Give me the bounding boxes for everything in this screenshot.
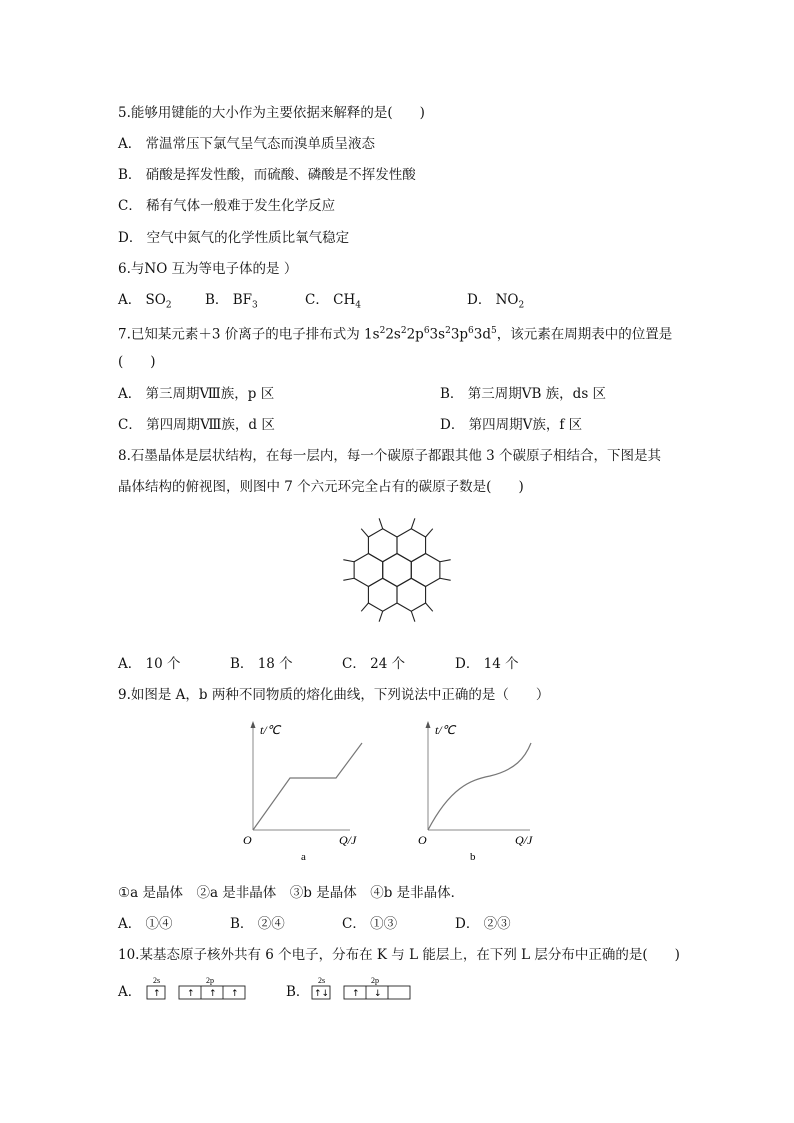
a-2s-label: 2s [153, 976, 161, 985]
q7-paren: ( ) [118, 354, 156, 370]
b-2p2-down-arrow: ↓ [374, 989, 382, 999]
graph-b-xlabel: Q/J [515, 833, 533, 847]
q6-option-c: C． $CH_4$ [305, 292, 361, 311]
dangling-bond-9 [426, 603, 433, 611]
q7-option-c: C． 第四周期Ⅷ族，d 区 [118, 417, 275, 433]
a-2p1-up-arrow: ↑ [187, 989, 195, 999]
q9-option-d: D． ②③ [455, 916, 511, 932]
q5-option-c: C． 稀有气体一般难于发生化学反应 [118, 198, 336, 214]
graph-b-y-arrow [426, 721, 431, 728]
hexagon-lattice [343, 518, 450, 621]
q10-option-b-orbital-diagram [308, 975, 418, 1003]
q8-stem-line2: 晶体结构的俯视图，则图中 7 个六元环完全占有的碳原子数是( ) [118, 479, 524, 495]
dangling-bond-1 [440, 560, 451, 562]
dangling-bond-5 [411, 518, 415, 528]
hexagon-ring-2 [411, 554, 440, 587]
q9-option-a: A． ①④ [118, 916, 173, 932]
hexagon-ring-5 [368, 529, 397, 562]
q7-stem: 7.已知某元素＋3 价离子的电子排布式为 $1s^22s^22p^63s^23p^63d^5$，该元素在周期表中的位置是 [118, 326, 673, 343]
graph-a-curve [253, 743, 362, 830]
dangling-bond-2 [440, 578, 451, 580]
q8-option-c: C． 24 个 [342, 656, 406, 672]
dangling-bond-11 [379, 611, 383, 621]
dangling-bond-3 [343, 578, 354, 580]
b-2p1-up-arrow: ↑ [352, 989, 360, 999]
q7-option-b: B． 第三周期ⅤB 族，ds 区 [440, 386, 607, 402]
graph-b-ylabel: t/℃ [435, 723, 456, 737]
dangling-bond-12 [361, 603, 368, 611]
hexagon-ring-6 [397, 578, 426, 611]
b-2s-updown-arrows: ↑↓ [314, 989, 330, 999]
q5-option-a: A． 常温常压下氯气呈气态而溴单质呈液态 [118, 136, 376, 152]
dangling-bond-4 [343, 560, 354, 562]
q7-option-d: D． 第四周期Ⅴ族，f 区 [440, 417, 583, 433]
graph-b-curve [428, 743, 531, 830]
q8-stem-line1: 8.石墨晶体是层状结构，在每一层内，每一个碳原子都跟其他 3 个碳原子相结合，下图是其 [118, 448, 662, 464]
dangling-bond-7 [379, 518, 383, 528]
b-2p-label: 2p [371, 976, 379, 985]
q5-stem: 5.能够用键能的大小作为主要依据来解释的是( ) [118, 105, 425, 121]
hexagon-ring-3 [354, 554, 383, 587]
q10-option-a-orbital-diagram [143, 975, 253, 1003]
hexagon-ring-1 [383, 554, 412, 587]
q10-stem: 10.某基态原子核外共有 6 个电子，分布在 K 与 L 能层上，在下列 L 层分布中正确的是( ) [118, 947, 680, 963]
a-2p3-up-arrow: ↑ [231, 989, 239, 999]
q9-option-b: B． ②④ [230, 916, 285, 932]
hexagon-ring-7 [368, 578, 397, 611]
q6-option-b: B． $BF_3$ [205, 292, 258, 311]
q10-option-b-label: B． [286, 984, 310, 1000]
q5-option-d: D． 空气中氮气的化学性质比氧气稳定 [118, 230, 350, 246]
q6-option-a: A． $SO_2$ [118, 292, 172, 311]
melting-curve-b [415, 718, 565, 863]
graph-b-caption: b [470, 851, 476, 863]
a-2p2-up-arrow: ↑ [209, 989, 217, 999]
dangling-bond-6 [426, 529, 433, 537]
graph-a-y-arrow [251, 721, 256, 728]
melting-curve-a [240, 718, 380, 863]
q9-statements: ①a 是晶体 ②a 是非晶体 ③b 是晶体 ④b 是非晶体． [118, 885, 465, 901]
q8-option-b: B． 18 个 [230, 656, 293, 672]
graph-a-origin: O [243, 833, 252, 847]
q8-option-d: D． 14 个 [455, 656, 519, 672]
q9-stem: 9.如图是 A，b 两种不同物质的熔化曲线，下列说法中正确的是（ ） [118, 687, 550, 703]
graph-a-xlabel: Q/J [339, 833, 357, 847]
dangling-bond-10 [411, 611, 415, 621]
q6-stem: 6.与NO 互为等电子体的是 ） [118, 261, 298, 277]
graphite-honeycomb-figure [332, 505, 462, 635]
q6-option-d: D． $NO_2$ [467, 292, 525, 311]
q9-option-c: C． ①③ [342, 916, 398, 932]
dangling-bond-8 [361, 529, 368, 537]
q5-option-b: B． 硝酸是挥发性酸，而硫酸、磷酸是不挥发性酸 [118, 167, 416, 183]
hexagon-ring-4 [397, 529, 426, 562]
graph-a-caption: a [301, 851, 306, 863]
q7-option-a: A． 第三周期Ⅷ族，p 区 [118, 386, 275, 402]
b-2s-label: 2s [318, 976, 326, 985]
q10-option-a-label: A． [118, 984, 142, 1000]
a-2s-up-arrow: ↑ [153, 989, 161, 999]
q8-option-a: A． 10 个 [118, 656, 181, 672]
graph-a-ylabel: t/℃ [260, 723, 281, 737]
a-2p-label: 2p [206, 976, 214, 985]
graph-b-origin: O [418, 833, 427, 847]
